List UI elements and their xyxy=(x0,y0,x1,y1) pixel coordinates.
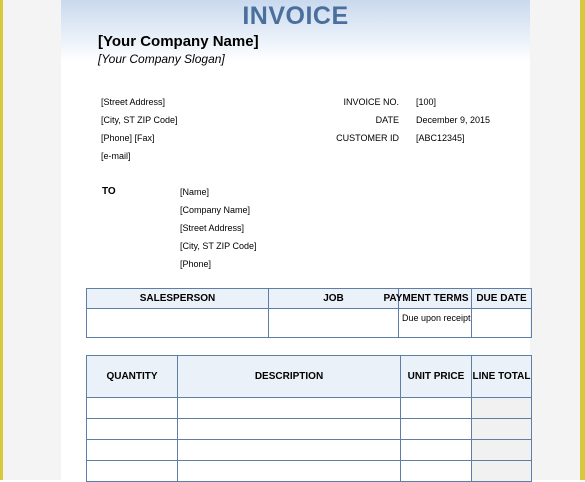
sender-street[interactable]: [Street Address] xyxy=(101,97,166,107)
invoice-sheet xyxy=(61,0,530,480)
table-row xyxy=(87,440,532,461)
unit-price-cell[interactable] xyxy=(401,440,472,461)
recipient-phone[interactable]: [Phone] xyxy=(180,259,212,269)
to-label: TO xyxy=(102,186,116,197)
line-total-cell[interactable] xyxy=(472,419,532,440)
line-total-cell[interactable] xyxy=(472,398,532,419)
sender-city[interactable]: [City, ST ZIP Code] xyxy=(101,115,178,125)
description-cell[interactable] xyxy=(178,419,401,440)
table-row xyxy=(87,461,532,482)
table-row xyxy=(87,398,532,419)
recipient-street[interactable]: [Street Address] xyxy=(180,223,245,233)
description-header: DESCRIPTION xyxy=(178,356,401,398)
quantity-cell[interactable] xyxy=(87,440,178,461)
job-table xyxy=(86,288,532,338)
quantity-cell[interactable] xyxy=(87,419,178,440)
company-slogan[interactable]: [Your Company Slogan] xyxy=(98,52,225,66)
customer-id-value[interactable]: [ABC12345] xyxy=(416,133,465,143)
recipient-name[interactable]: [Name] xyxy=(180,187,210,197)
company-name[interactable]: [Your Company Name] xyxy=(98,33,259,50)
unit-price-header: UNIT PRICE xyxy=(401,356,472,398)
page-border-right xyxy=(580,0,585,480)
sender-email[interactable]: [e-mail] xyxy=(101,151,131,161)
invoice-no-value[interactable]: [100] xyxy=(416,97,437,107)
quantity-cell[interactable] xyxy=(87,461,178,482)
payment-terms-header: PAYMENT TERMS xyxy=(399,289,472,309)
unit-price-cell[interactable] xyxy=(401,461,472,482)
job-table-row xyxy=(87,309,532,338)
margin-right xyxy=(530,0,580,480)
margin-left xyxy=(3,0,61,480)
invoice-title[interactable]: INVOICE xyxy=(242,2,349,30)
unit-price-cell[interactable] xyxy=(401,419,472,440)
quantity-header: QUANTITY xyxy=(87,356,178,398)
table-row xyxy=(87,419,532,440)
invoice-no-label: INVOICE NO. xyxy=(343,97,399,107)
salesperson-header: SALESPERSON xyxy=(87,289,269,309)
job-cell[interactable] xyxy=(269,309,399,338)
description-cell[interactable] xyxy=(178,461,401,482)
customer-id-label: CUSTOMER ID xyxy=(336,133,399,143)
date-value[interactable]: December 9, 2015 xyxy=(416,115,491,125)
due-date-cell[interactable] xyxy=(472,309,532,338)
payment-terms-cell[interactable]: Due upon receipt xyxy=(399,309,472,338)
job-header: JOB xyxy=(269,289,399,309)
line-total-header: LINE TOTAL xyxy=(472,356,532,398)
date-label: DATE xyxy=(375,115,399,125)
description-cell[interactable] xyxy=(178,398,401,419)
unit-price-cell[interactable] xyxy=(401,398,472,419)
job-table-header xyxy=(87,289,532,309)
sender-phone-fax[interactable]: [Phone] [Fax] xyxy=(101,133,155,143)
quantity-cell[interactable] xyxy=(87,398,178,419)
line-total-cell[interactable] xyxy=(472,440,532,461)
salesperson-cell[interactable] xyxy=(87,309,269,338)
description-cell[interactable] xyxy=(178,440,401,461)
recipient-company[interactable]: [Company Name] xyxy=(180,205,251,215)
due-date-header: DUE DATE xyxy=(472,289,532,309)
line-total-cell[interactable] xyxy=(472,461,532,482)
items-table xyxy=(86,355,532,482)
recipient-city[interactable]: [City, ST ZIP Code] xyxy=(180,241,257,251)
items-table-header xyxy=(87,356,532,398)
